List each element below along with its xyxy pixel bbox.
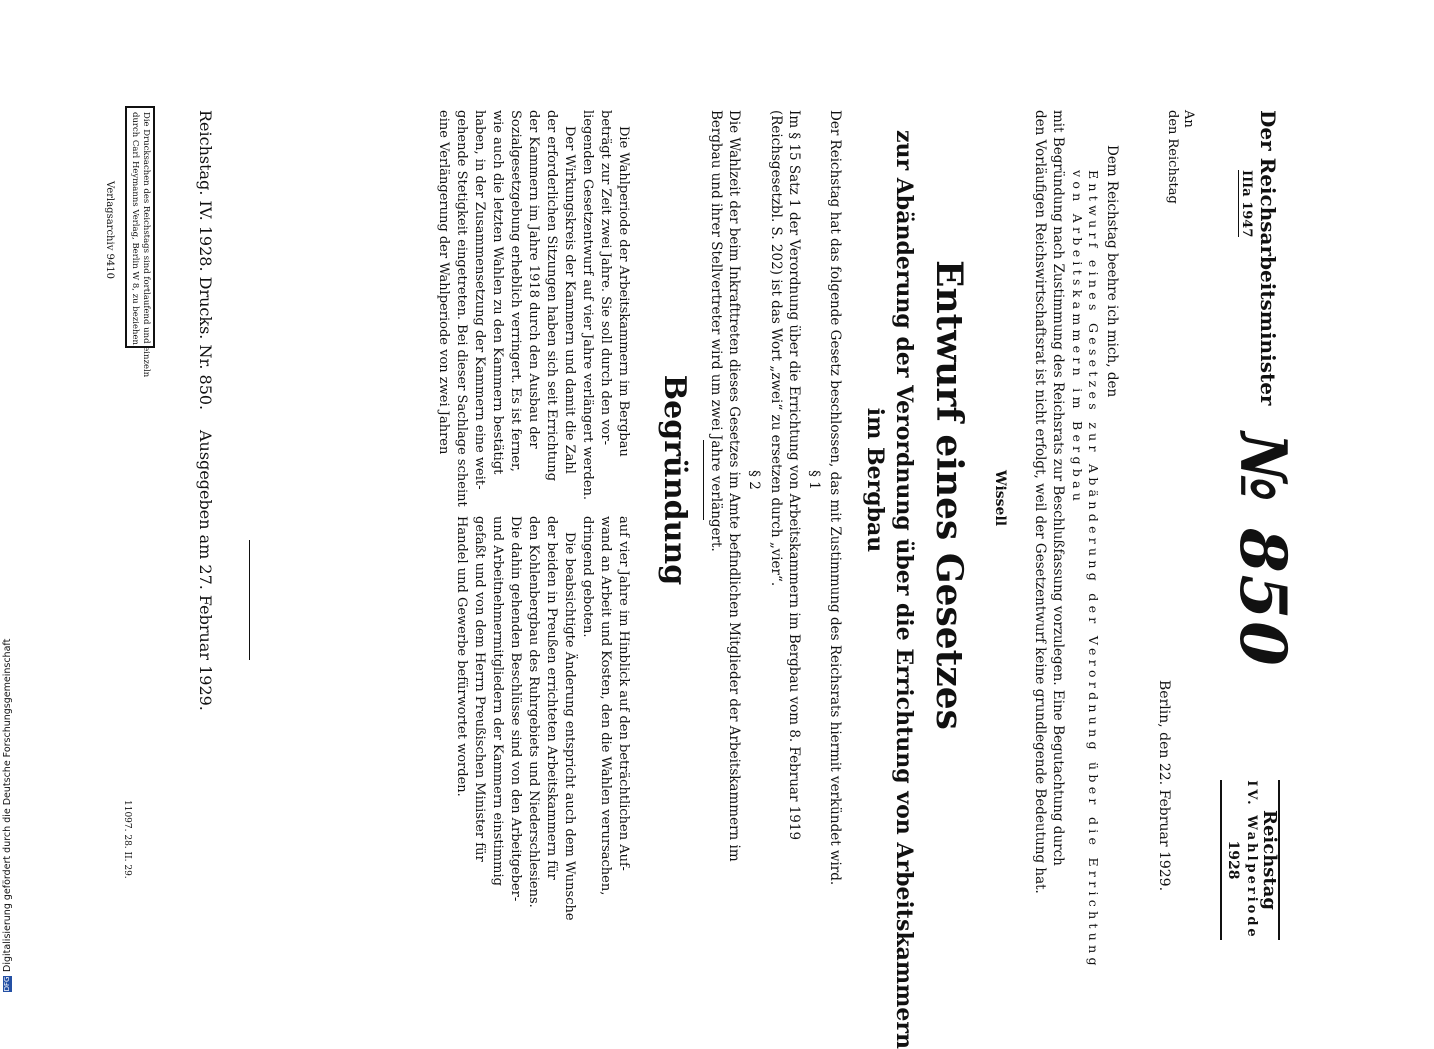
begruendung-left-column — [434, 110, 632, 510]
text-line: den Kohlenbergbau des Ruhrgebiets und Niederschlesiens. — [526, 516, 541, 908]
minister-title: Der Reichsarbeitsminister — [1256, 110, 1280, 406]
text-line: Der Wirkungskreis der Kammern und damit die Zahl — [562, 126, 577, 474]
reichstag-label: Reichstag — [1259, 810, 1280, 910]
section-2-text: Die Wahlzeit der beim Inkrafttreten dieses Gesetzes im Amte befindlichen Mitglieder der Arbeitskammern im — [726, 110, 742, 862]
text-line: gehende Stetigkeit eingetreten. Bei dieser Sachlage scheint — [454, 110, 469, 507]
printer-notice-line: durch Carl Heymanns Verlag, Berlin W 8, zu beziehen. — [130, 112, 140, 348]
place-date: Berlin, den 22. Februar 1929. — [1156, 680, 1172, 892]
text-line: eine Verlängerung der Wahlperiode von zwei Jahren — [436, 110, 451, 455]
text-line: beträgt zur Zeit zwei Jahre. Sie soll durch den vor- — [598, 110, 613, 445]
begruendung-title: Begründung — [657, 374, 692, 586]
text-line: haben, in der Zusammensetzung der Kammern eine weit- — [472, 110, 487, 490]
footer-reference: Reichstag. IV. 1928. Drucks. Nr. 850. — [196, 110, 215, 411]
text-line: und Arbeitnehmermitgliedern der Kammern einstimmig — [490, 516, 505, 886]
text-line: der beiden in Preußen errichteten Arbeitskammern für — [544, 516, 559, 880]
draft-title: Entwurf eines Gesetzes — [928, 260, 970, 730]
section-2-text-cont: Bergbau und ihrer Stellvertreter wird um zwei Jahre verlängert. — [708, 110, 724, 552]
text-line: gefaßt und von dem Herrn Preußischen Minister für — [472, 516, 487, 862]
addressee-line-2: den Reichstag — [1165, 110, 1180, 204]
section-1-text-cont: (Reichsgesetzbl. S. 202) ist das Wort „zwei“ zu ersetzen durch „vier“. — [768, 110, 784, 587]
text-line: liegenden Gesetzentwurf auf vier Jahre verlängert werden. — [580, 110, 595, 501]
text-line: Die Wahlperiode der Arbeitskammern im Bergbau — [616, 126, 631, 457]
section-2-label: § 2 — [746, 470, 762, 490]
cover-letter-line: von Arbeitskammern im Bergbau — [1070, 170, 1085, 506]
cover-letter-line: Entwurf eines Gesetzes zur Abänderung der Verordnung über die Errichtung — [1086, 170, 1101, 970]
section-divider — [703, 440, 704, 520]
signature: Wissell — [992, 470, 1008, 527]
minister-reference: IIIa 1947 — [1239, 170, 1254, 238]
year-label: 1928 — [1225, 840, 1241, 880]
text-line: auf vier Jahre im Hinblick auf den beträchtlichen Auf- — [616, 516, 631, 871]
text-line: dringend geboten. — [580, 516, 595, 638]
text-line: wand an Arbeit und Kosten, den die Wahlen verursachen, — [598, 516, 613, 896]
enactment-clause: Der Reichstag hat das folgende Gesetz beschlossen, das mit Zustimmung des Reichsrats hiermit verkündet wird. — [827, 110, 843, 886]
credit-text: Digitalisierung gefördert durch die Deutsche Forschungsgemeinschaft — [2, 638, 13, 972]
wahlperiode-label: IV. Wahlperiode — [1244, 780, 1259, 940]
text-line: Die dahin gehenden Beschlüsse sind von den Arbeitgeber- — [508, 516, 523, 902]
section-1-label: § 1 — [806, 470, 822, 490]
text-line: Sozialgesetzgebung erheblich verringert. Es ist ferner, — [508, 110, 523, 472]
cover-letter-line: den Vorläufigen Reichswirtschaftsrat ist nicht erfolgt, weil der Gesetzentwurf keine grundlegende Bedeutung hat. — [1032, 110, 1048, 894]
text-line: wie auch die letzten Wahlen zu den Kammern bestätigt — [490, 110, 505, 475]
text-line: Die beabsichtigte Änderung entspricht auch dem Wunsche — [562, 532, 577, 921]
cover-letter-line: Dem Reichstag beehre ich mich, den — [1104, 145, 1120, 398]
reichstag-header-block — [1220, 780, 1282, 940]
text-line: Handel und Gewerbe befürwortet worden. — [454, 516, 469, 797]
addressee-line-1: An — [1181, 110, 1196, 128]
verlag-archive-number: Verlagsarchiv 9410 — [104, 181, 115, 279]
cover-letter-line: mit Begründung nach Zustimmung des Reichsrats zur Beschlußfassung vorzulegen. Eine Begutachtung durch — [1050, 110, 1066, 866]
header-rule-bottom — [1220, 780, 1222, 940]
dfg-logo-icon: DFG — [3, 976, 11, 992]
digitization-credit — [2, 639, 13, 992]
footer-issue-date: Ausgegeben am 27. Februar 1929. — [196, 430, 215, 711]
text-line: der erforderlichen Sitzungen haben sich seit Errichtung — [544, 110, 559, 482]
bottom-divider — [249, 540, 250, 660]
begruendung-right-column — [452, 516, 632, 921]
printer-notice-line: Die Drucksachen des Reichstags sind fortlaufend und einzeln — [141, 112, 151, 378]
text-line: der Kammern im Jahre 1918 durch den Ausbau der — [526, 110, 541, 449]
printer-notice-box — [125, 106, 155, 378]
draft-subtitle-2: im Bergbau — [862, 407, 888, 553]
document-number: № 850 — [1225, 432, 1300, 668]
draft-subtitle: zur Abänderung der Verordnung über die Errichtung von Arbeitskammern — [891, 130, 917, 1049]
section-1-text: Im § 15 Satz 1 der Verordnung über die Errichtung von Arbeitskammern im Bergbau vom 8. Februar 1919 — [786, 110, 802, 841]
print-code: 11097. 28. II. 29. — [122, 800, 132, 879]
